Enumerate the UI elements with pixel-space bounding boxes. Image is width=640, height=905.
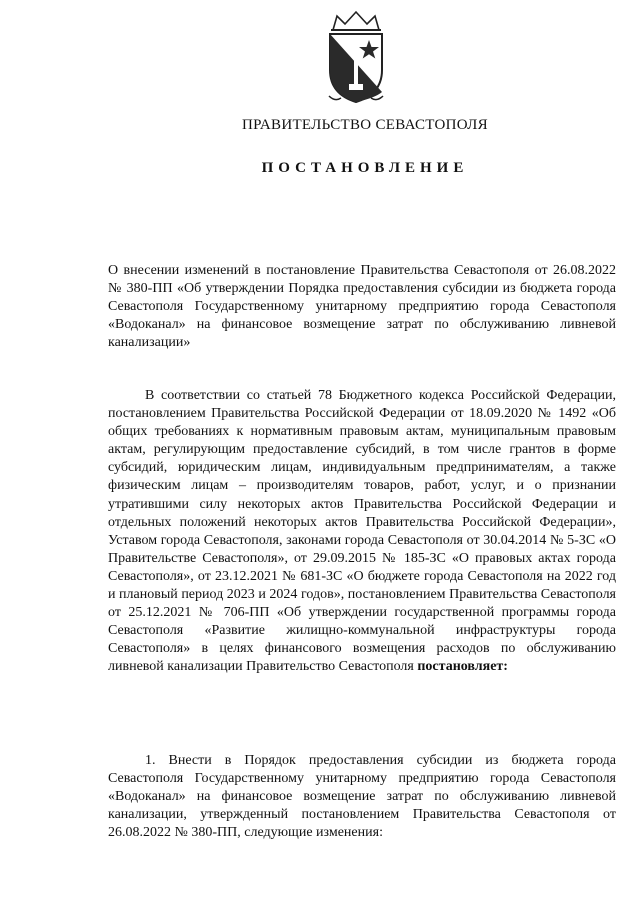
organization-name: ПРАВИТЕЛЬСТВО СЕВАСТОПОЛЯ [242, 117, 488, 133]
item-1-paragraph: 1. Внести в Порядок предоставления субсидии из бюджета города Севастополя Государственному унитарному предприятию города Севастополя «Водоканал» на финансовое возмещение затрат по обслуживанию ливневой канализации, утвержденный постановлением Правительства Севастополя от 26.08.2022 № 380-ПП, следующие изменения: [108, 753, 616, 841]
document-title: О внесении изменений в постановление Правительства Севастополя от 26.08.2022 № 380-ПП «Об утверждении Порядка предоставления субсидии из бюджета города Севастополя Государственному унитарному предприятию города Севастополя «Водоканал» на финансовое возмещение затрат по обслуживанию ливневой канализации» [108, 263, 616, 351]
resolves-word: постановляет: [417, 659, 508, 675]
coat-of-arms-emblem [325, 10, 387, 106]
sevastopol-coat-of-arms-icon [325, 10, 387, 106]
preamble-text: В соответствии со статьей 78 Бюджетного кодекса Российской Федерации, постановлением Правительства Российской Федерации от 18.09.2020 № 1492 «Об общих требованиях к нормативным правовым актам, муниципальным правовым актам, регулирующим предоставление субсидий, в том числе грантов в форме субсидий, юридическим лицам, индивидуальным предпринимателям, а также физическим лицам – производителям товаров, работ, услуг, и о признании утратившими силу некоторых актов Правительства Российской Федерации и отдельных положений некоторых актов Правительства Российской Федерации», Уставом города Севастополя, законами города Севастополя от 30.04.2014 № 5-ЗС «О Правительстве Севастополя», от 29.09.2015 № 185-ЗС «О правовых актах города Севастополя», от 23.12.2021 № 681-ЗС «О бюджете города Севастополя на 2022 год и плановый период 2023 и 2024 годов», постановлением Правительства Севастополя от 25.12.2021 № 706-ПП «Об утверждении государственной программы города Севастополя «Развитие жилищно-коммунальной инфраструктуры города Севастополя» в целях финансового возмещения расходов по обслуживанию ливневой канализации Правительство Севастополя [108, 388, 616, 675]
document-type: ПОСТАНОВЛЕНИЕ [261, 160, 469, 176]
preamble-paragraph [108, 387, 616, 677]
